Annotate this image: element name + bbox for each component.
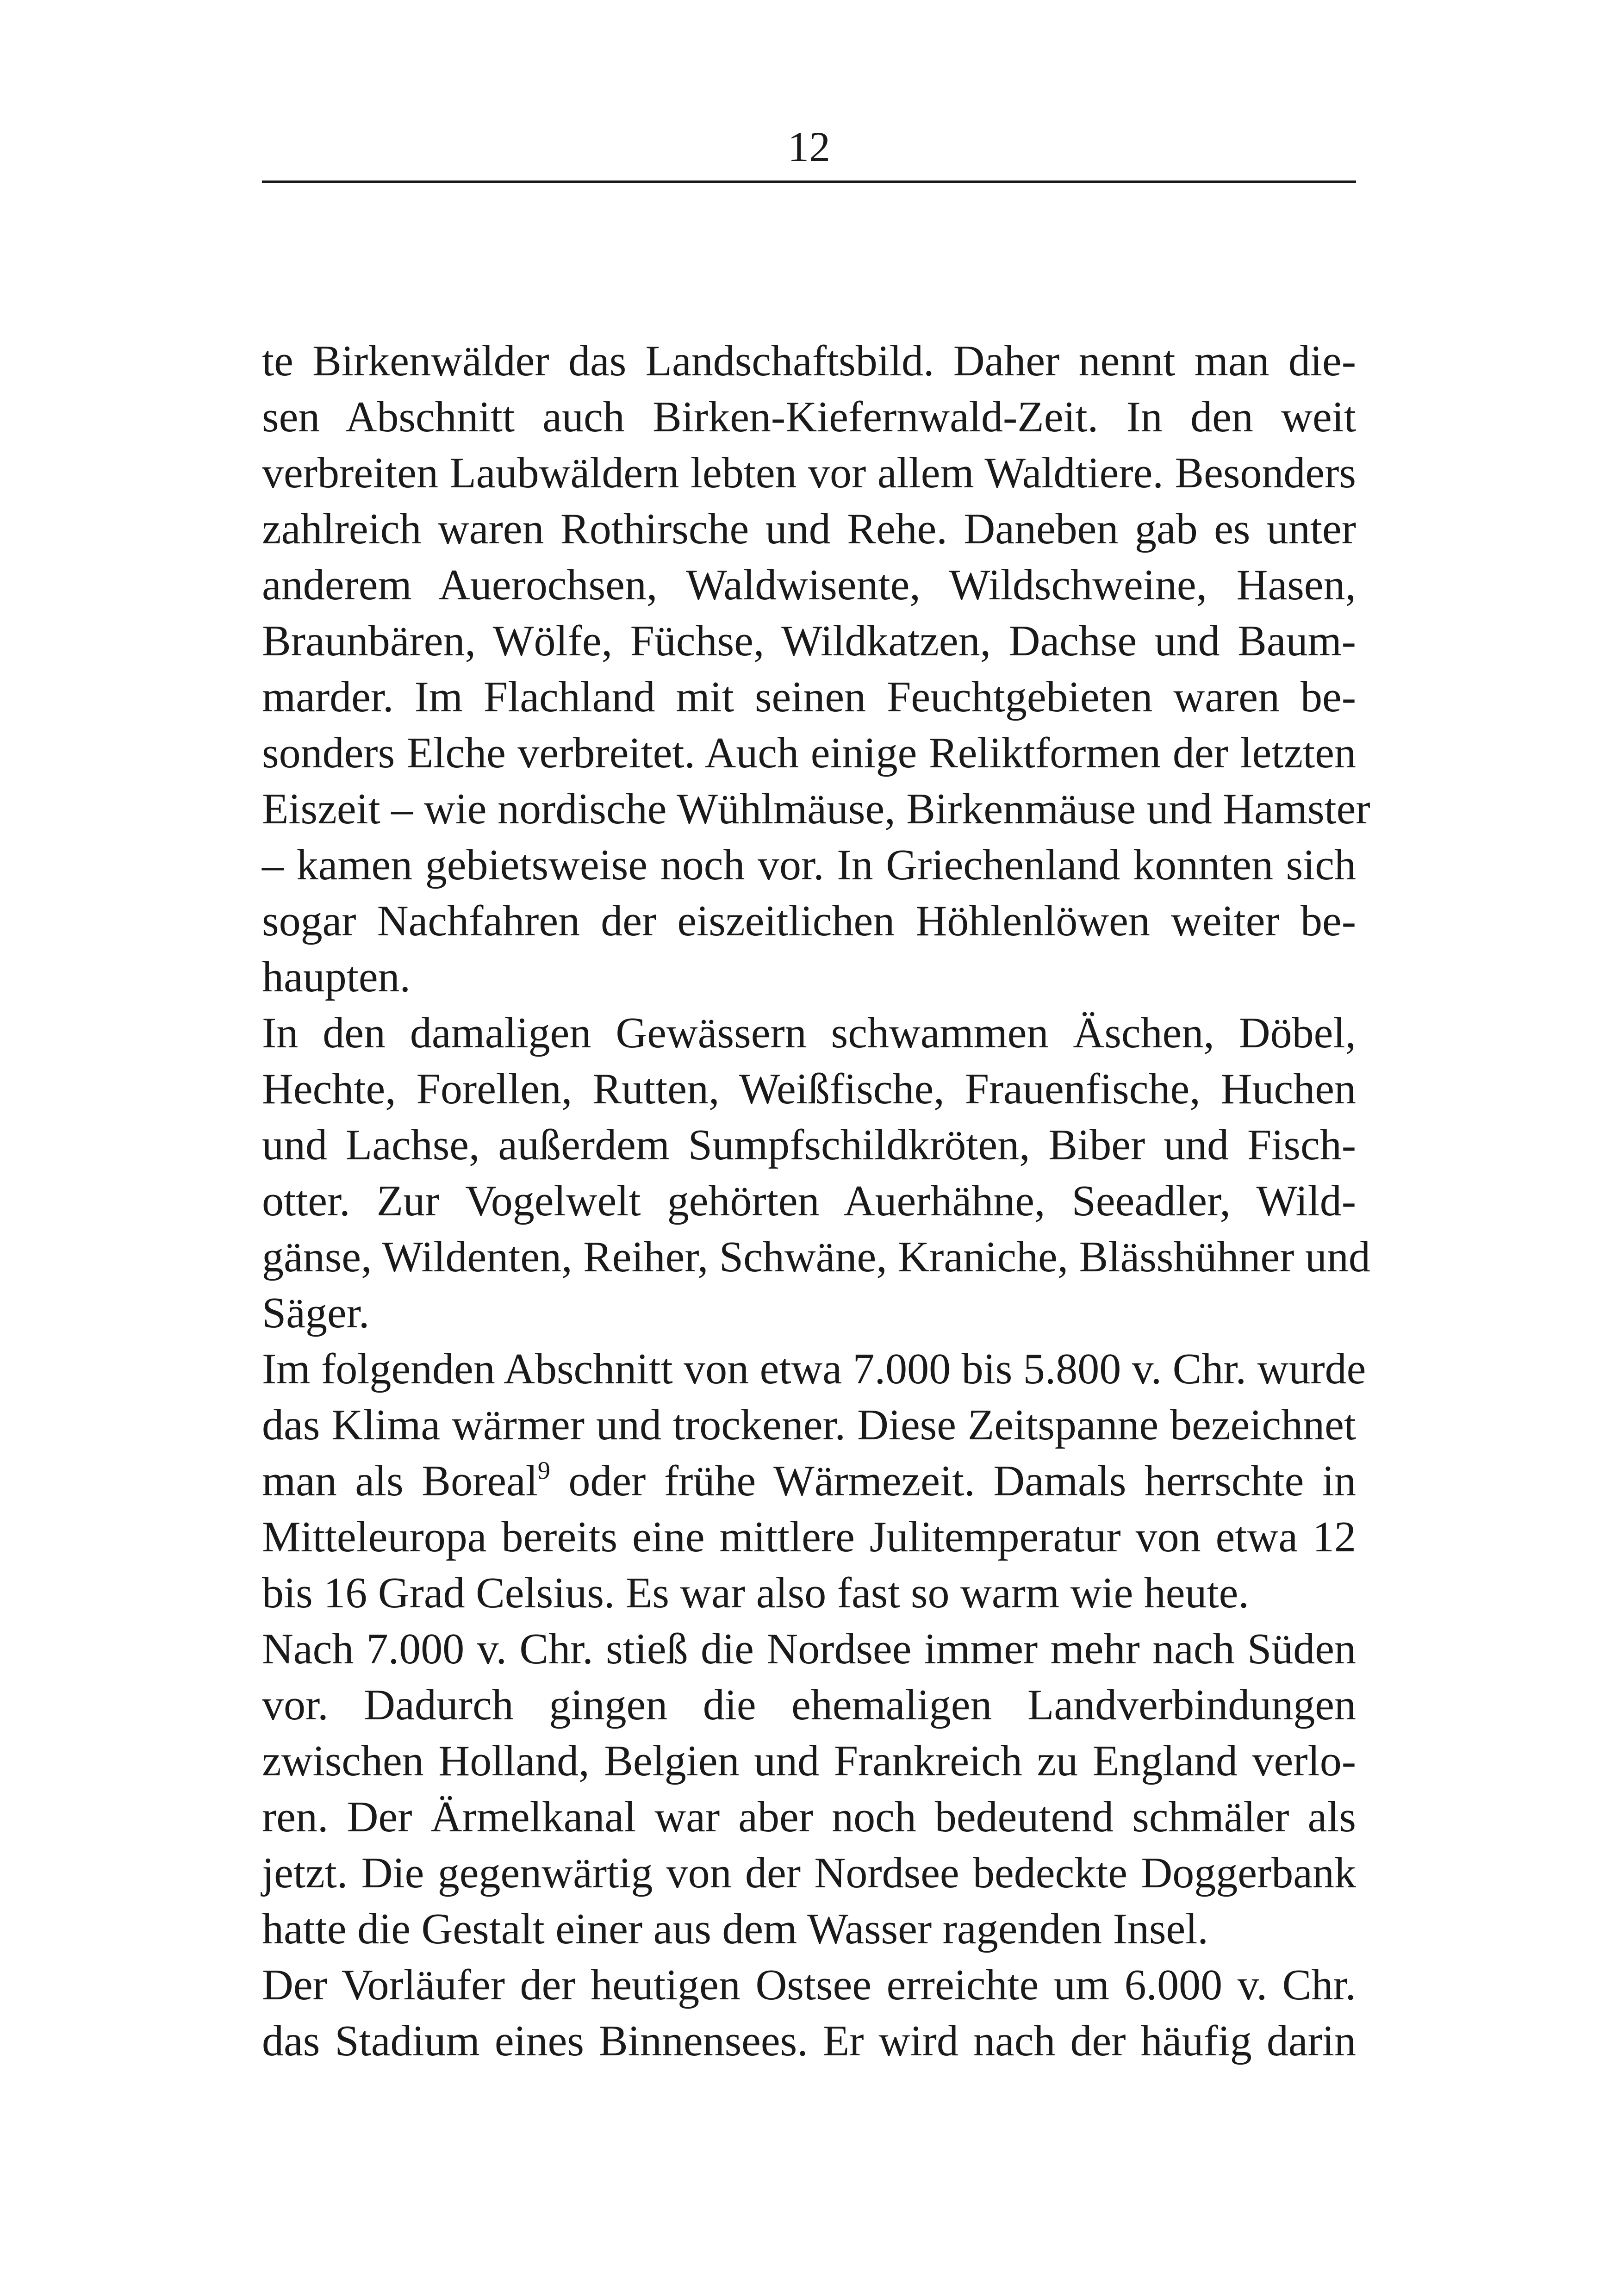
text-line: Der Vorläufer der heutigen Ostsee erreichte um 6.000 v. Chr. — [262, 1961, 1356, 2009]
text-line: In den damaligen Gewässern schwammen Äschen, Döbel, — [262, 1009, 1356, 1057]
text-line: sen Abschnitt auch Birken-Kiefernwald-Zeit. In den weit — [262, 393, 1356, 441]
text-line: und Lachse, außerdem Sumpfschildkröten, Biber und Fisch- — [262, 1121, 1356, 1169]
text-line: jetzt. Die gegenwärtig von der Nordsee bedeckte Doggerbank — [262, 1849, 1356, 1897]
text-line: hatte die Gestalt einer aus dem Wasser ragenden Insel. — [262, 1905, 1208, 1953]
text-line: te Birkenwälder das Landschaftsbild. Daher nennt man die- — [262, 337, 1356, 385]
footnote-marker: 9 — [537, 1456, 550, 1484]
text-line: verbreiten Laubwäldern lebten vor allem Waldtiere. Besonders — [262, 449, 1356, 497]
text-line: marder. Im Flachland mit seinen Feuchtgebieten waren be- — [262, 673, 1356, 721]
text-line: – kamen gebietsweise noch vor. In Griechenland konnten sich — [262, 841, 1356, 889]
text-line: ren. Der Ärmelkanal war aber noch bedeutend schmäler als — [262, 1793, 1356, 1841]
body-text — [262, 333, 1370, 2069]
text-line: zahlreich waren Rothirsche und Rehe. Daneben gab es unter — [262, 505, 1356, 553]
text-segment: oder frühe Wärmezeit. Damals herrschte in — [550, 1457, 1356, 1505]
text-line: Mitteleuropa bereits eine mittlere Julitemperatur von etwa 12 — [262, 1513, 1356, 1561]
text-line: sogar Nachfahren der eiszeitlichen Höhlenlöwen weiter be- — [262, 897, 1356, 945]
text-line: Braunbären, Wölfe, Füchse, Wildkatzen, Dachse und Baum- — [262, 617, 1356, 665]
text-line: Nach 7.000 v. Chr. stieß die Nordsee immer mehr nach Süden — [262, 1625, 1356, 1673]
header-rule — [262, 180, 1356, 183]
text-line: otter. Zur Vogelwelt gehörten Auerhähne, Seeadler, Wild- — [262, 1177, 1356, 1225]
text-line: Säger. — [262, 1289, 370, 1337]
text-line: sonders Elche verbreitet. Auch einige Reliktformen der letzten — [262, 729, 1356, 777]
text-line: gänse, Wildenten, Reiher, Schwäne, Kraniche, Blässhühner und — [262, 1233, 1370, 1281]
text-line — [262, 1453, 1356, 1509]
text-line: das Klima wärmer und trockener. Diese Zeitspanne bezeichnet — [262, 1401, 1356, 1449]
text-segment: man als Boreal — [262, 1457, 538, 1505]
text-line: bis 16 Grad Celsius. Es war also fast so warm wie heute. — [262, 1569, 1249, 1617]
page-number: 12 — [788, 123, 830, 170]
text-line: Eiszeit – wie nordische Wühlmäuse, Birkenmäuse und Hamster — [262, 785, 1370, 833]
text-line: anderem Auerochsen, Waldwisente, Wildschweine, Hasen, — [262, 561, 1356, 609]
text-line: das Stadium eines Binnensees. Er wird nach der häufig darin — [262, 2017, 1356, 2065]
text-line: zwischen Holland, Belgien und Frankreich zu England verlo- — [262, 1737, 1356, 1785]
text-line: Im folgenden Abschnitt von etwa 7.000 bis 5.800 v. Chr. wurde — [262, 1345, 1366, 1393]
text-line: haupten. — [262, 953, 411, 1001]
text-line: Hechte, Forellen, Rutten, Weißfische, Frauenfische, Huchen — [262, 1065, 1356, 1113]
text-line: vor. Dadurch gingen die ehemaligen Landverbindungen — [262, 1681, 1356, 1729]
